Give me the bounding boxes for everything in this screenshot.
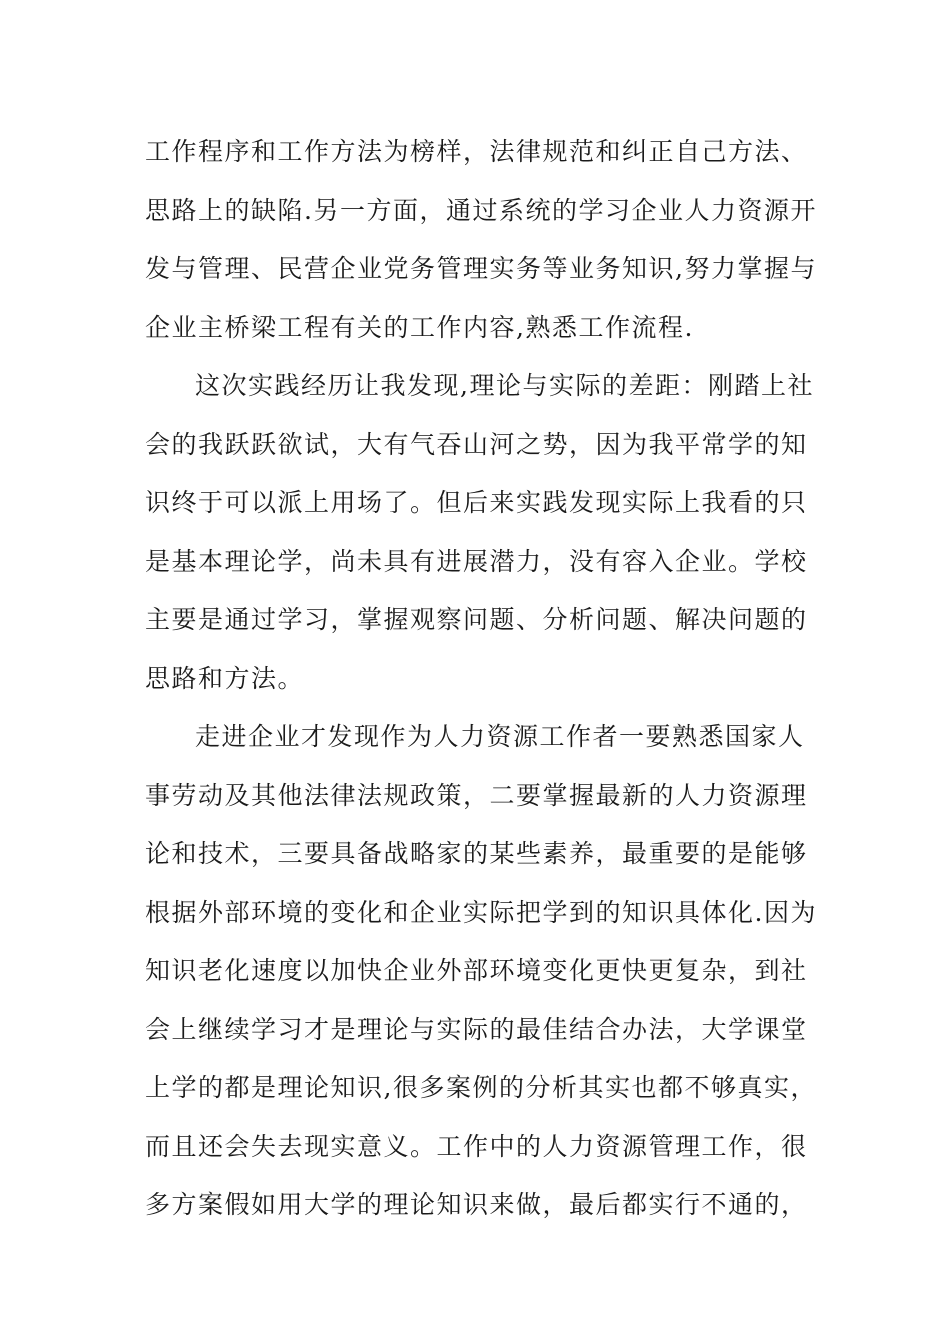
text-line: 知识老化速度以加快企业外部环境变化更快更复杂，到社 bbox=[145, 956, 808, 985]
text-line: 发与管理、民营企业党务管理实务等业务知识,努力掌握与 bbox=[145, 254, 817, 283]
paragraph-2 bbox=[145, 357, 815, 708]
text-line: 而且还会失去现实意义。工作中的人力资源管理工作，很 bbox=[145, 1131, 808, 1161]
text-line: 根据外部环境的变化和企业实际把学到的知识具体化.因为 bbox=[145, 897, 817, 927]
text-line: 上学的都是理论知识,很多案例的分析其实也都不够真实， bbox=[145, 1073, 817, 1102]
paragraph-1 bbox=[145, 123, 815, 357]
text-line: 思路上的缺陷.另一方面，通过系统的学习企业人力资源开 bbox=[145, 195, 817, 225]
text-line: 事劳动及其他法律法规政策，二要掌握最新的人力资源理 bbox=[145, 780, 808, 810]
text-line: 思路和方法。 bbox=[145, 663, 305, 693]
text-line: 会上继续学习才是理论与实际的最佳结合办法，大学课堂 bbox=[145, 1014, 808, 1044]
text-line: 这次实践经历让我发现,理论与实际的差距：刚踏上社 bbox=[195, 371, 814, 400]
text-line: 企业主桥梁工程有关的工作内容,熟悉工作流程. bbox=[145, 312, 694, 342]
text-line: 走进企业才发现作为人力资源工作者一要熟悉国家人 bbox=[195, 722, 805, 751]
text-line: 多方案假如用大学的理论知识来做，最后都实行不通的， bbox=[145, 1190, 808, 1219]
text-line: 识终于可以派上用场了。但后来实践发现实际上我看的只 bbox=[145, 488, 808, 517]
text-line: 主要是通过学习，掌握观察问题、分析问题、解决问题的 bbox=[145, 605, 808, 634]
text-line: 是基本理论学，尚未具有进展潜力，没有容入企业。学校 bbox=[145, 546, 808, 576]
document-body bbox=[145, 123, 815, 1235]
text-line: 工作程序和工作方法为榜样，法律规范和纠正自己方法、 bbox=[145, 137, 808, 166]
text-line: 会的我跃跃欲试，大有气吞山河之势，因为我平常学的知 bbox=[145, 429, 808, 459]
paragraph-3 bbox=[145, 708, 815, 1235]
text-line: 论和技术，三要具备战略家的某些素养，最重要的是能够 bbox=[145, 839, 808, 868]
